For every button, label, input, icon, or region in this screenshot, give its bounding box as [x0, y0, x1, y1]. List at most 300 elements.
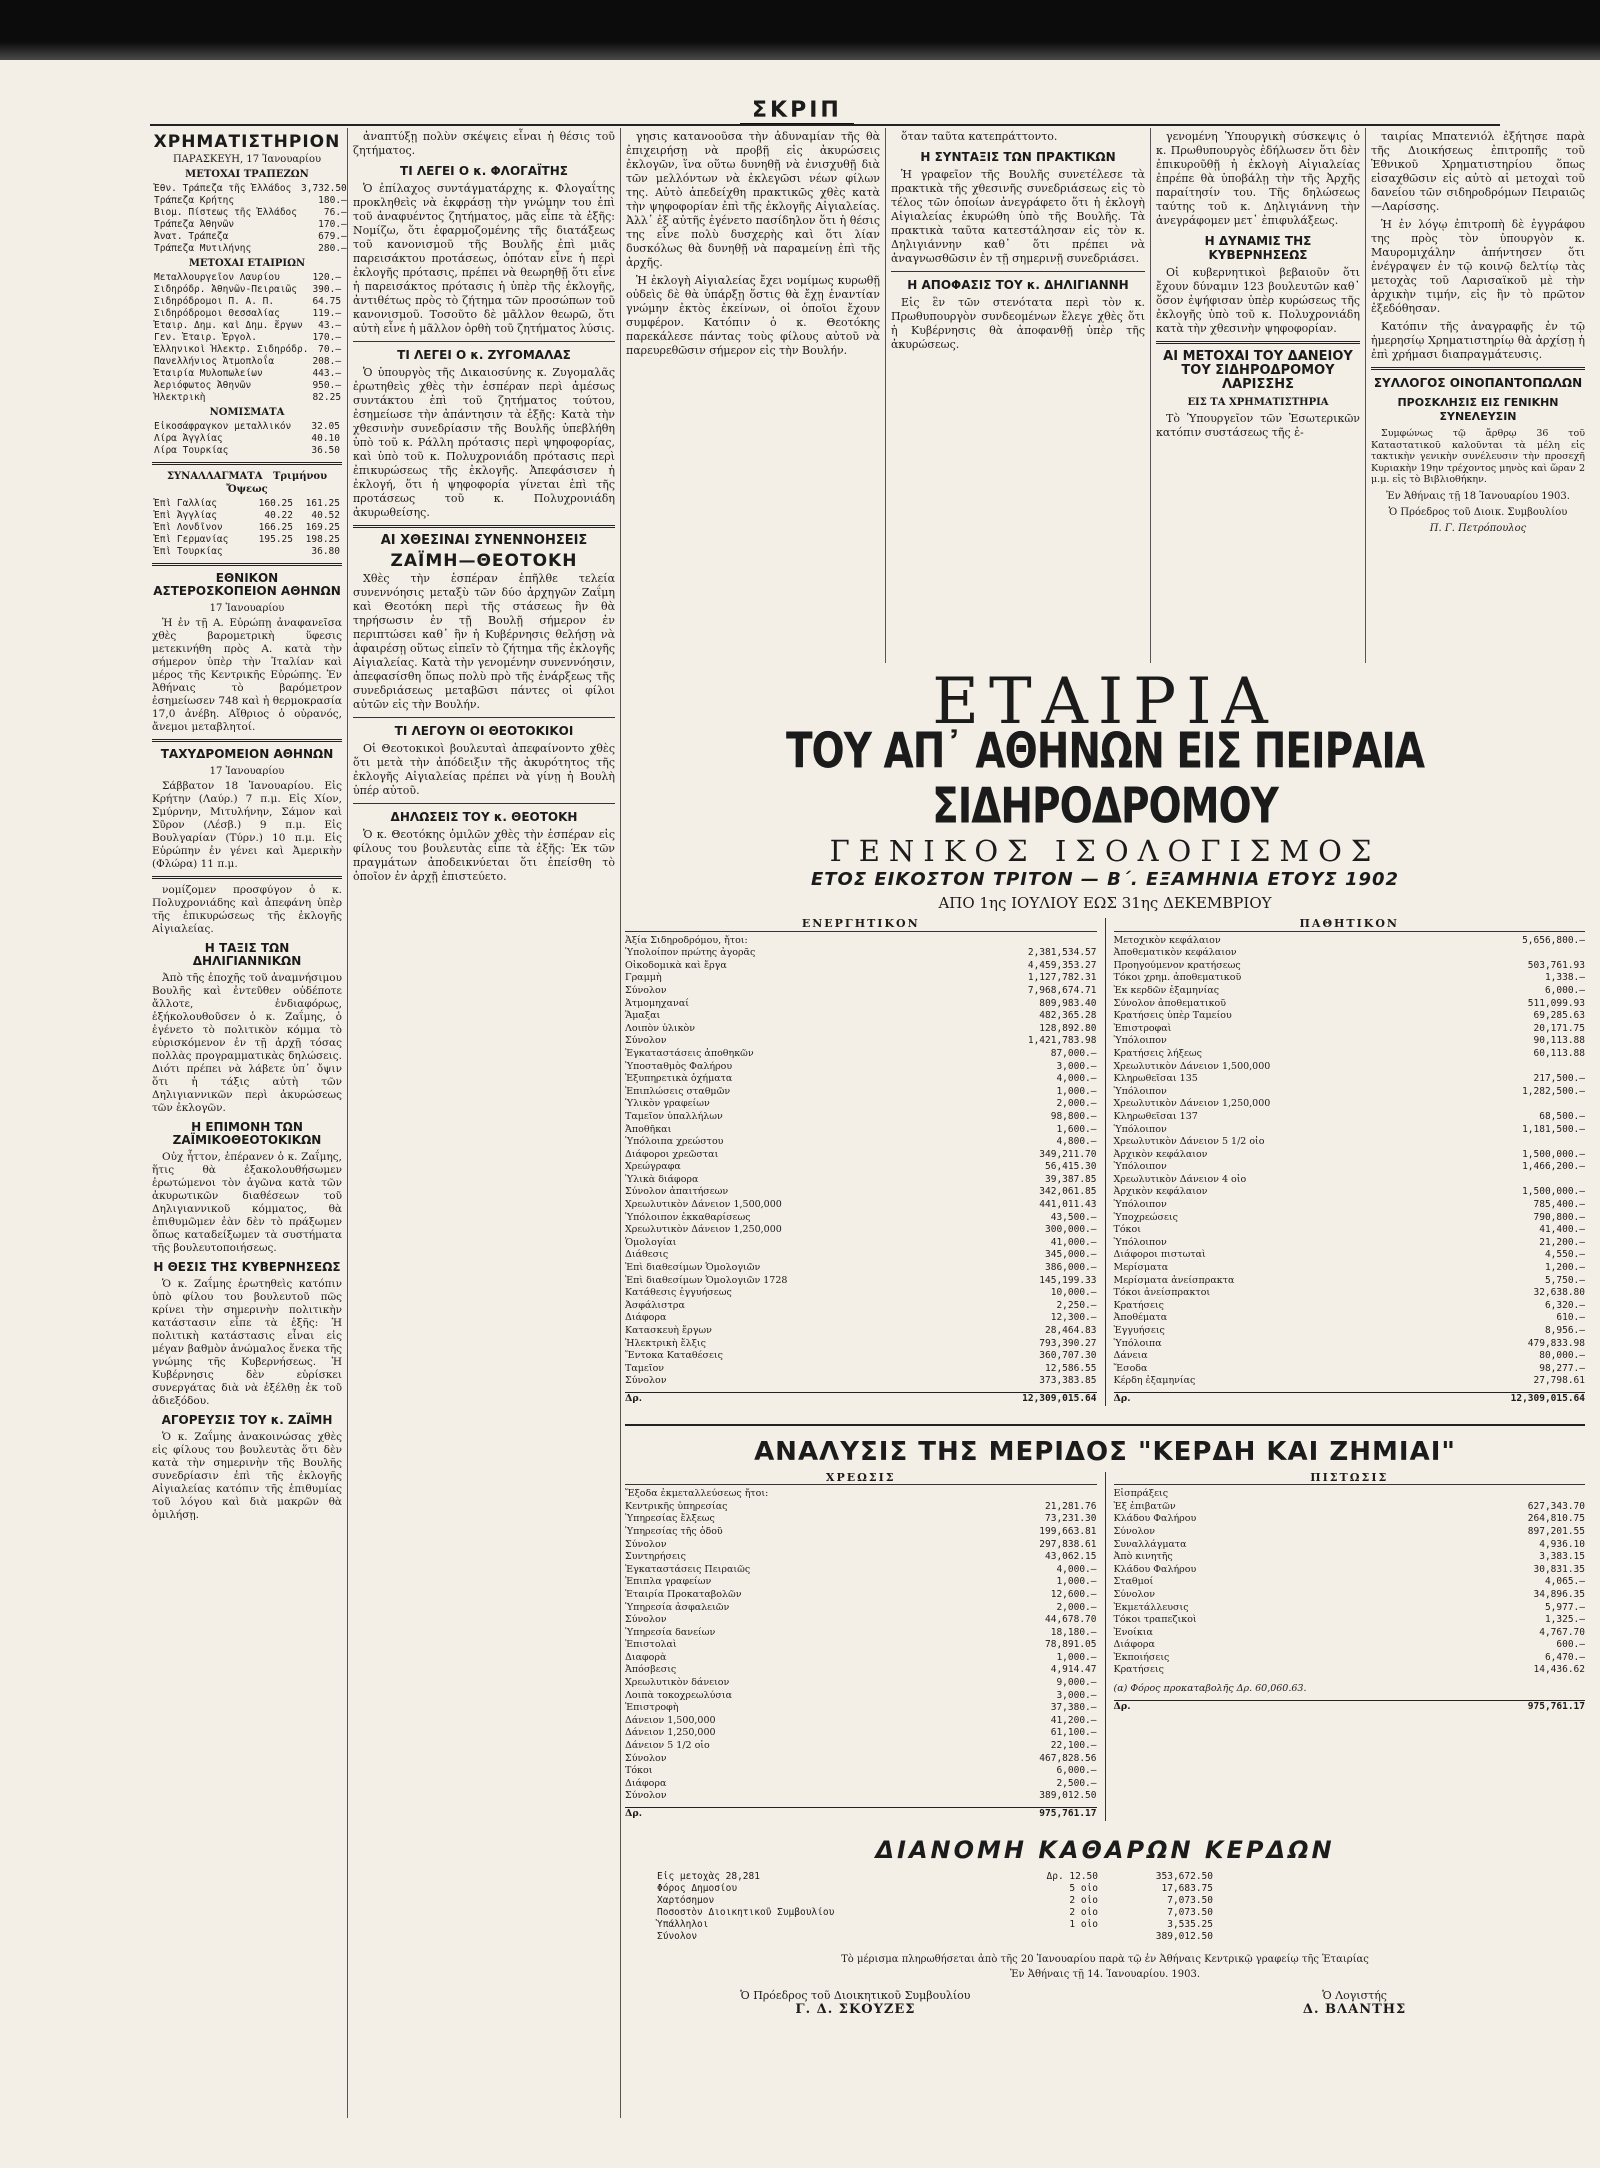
asset-row-amount: 2,250.— [1056, 1299, 1097, 1311]
distribution-row [655, 1919, 1215, 1931]
distribution-row [655, 1871, 1215, 1883]
observatory-title: ΕΘΝΙΚΟΝ ΑΣΤΕΡΟΣΚΟΠΕΙΟΝ ΑΘΗΝΩΝ [153, 571, 341, 598]
asset-row [625, 985, 1097, 998]
epimoni-text: Οὐχ ἧττον, ἐπέρανεν ὁ κ. Ζαΐμης, ἥτις θὰ ἐξακολουθήσωμεν ἐρωτώμενοι τὸν ἀγῶνα κατὰ τῶν ἀκυρωτικῶν διαθέσεων τοῦ Δηλιγιαννικοῦ κόμματος, θὰ ἐπιθυμῶμεν ἐὰν δὲν τὸ πράξωμεν ὅπως καταδείξωμεν τὰ συστήματα τῆς βουλευτοποιήσεως. [152, 1151, 342, 1254]
page-number: ΣΚΡΙΠ [740, 98, 854, 126]
liability-row-amount: 21,200.— [1539, 1236, 1585, 1248]
liability-row [1114, 1161, 1586, 1174]
debit-row [625, 1664, 1097, 1677]
liability-row [1114, 1124, 1586, 1137]
liability-row-label: Ἔσοδα [1113, 1362, 1148, 1374]
bank-row-cell: 180.— [318, 195, 347, 206]
distribution-row-cell: 2 οἰο [1069, 1894, 1098, 1906]
asset-row [625, 1350, 1097, 1363]
distribution-row-cell: Δρ. 12.50 [1046, 1870, 1098, 1882]
liability-row-amount: 98,277.— [1539, 1362, 1585, 1374]
asset-row [625, 1186, 1097, 1199]
debit-row [625, 1727, 1097, 1740]
liability-row-label: Κρατήσεις ὑπὲρ Ταμείου [1113, 1010, 1232, 1022]
debit-row [625, 1652, 1097, 1665]
column-rule [620, 128, 621, 2118]
debit-row-label: Συντηρήσεις [625, 1551, 686, 1563]
credit-row [1114, 1602, 1586, 1615]
debit-row-label: Ὑπηρεσία δανείων [625, 1626, 716, 1638]
fx-row-cell: 40.52 [311, 510, 340, 521]
column-rule [347, 128, 348, 2118]
credit-row [1114, 1564, 1586, 1577]
companies-table [152, 272, 343, 404]
credit-row-amount: 627,343.70 [1527, 1500, 1585, 1512]
fx-row [152, 534, 342, 546]
credit-row-amount: 897,201.55 [1527, 1525, 1585, 1537]
liability-row-label: Κληρωθεῖσαι 135 [1113, 1073, 1198, 1085]
asset-row-amount [1091, 935, 1097, 948]
fx-row-cell: Ἐπὶ Τουρκίας [154, 546, 223, 557]
signature-accountant [1124, 1989, 1585, 2017]
company-row [152, 368, 343, 380]
company-row-cell: Σιδηρόδρομοι Θεσσαλίας [154, 308, 280, 319]
credit-row [1114, 1513, 1586, 1526]
fx-row-cell: 195.25 [258, 534, 293, 545]
debit-row-amount: 1,000.— [1056, 1651, 1097, 1663]
liability-row-label: Κρατήσεις [1113, 1299, 1164, 1311]
liability-row-label: Δάνεια [1113, 1350, 1148, 1362]
liability-row-label: Ἐκ κερδῶν ἐξαμηνίας [1113, 984, 1220, 996]
credit-row [1114, 1488, 1586, 1501]
liability-row-amount: 1,282,500.— [1522, 1085, 1585, 1097]
debit-row [625, 1501, 1097, 1514]
asset-row-label: Χρεωλυτικὸν Δάνειον 1,500,000 [625, 1199, 782, 1211]
wine-assoc-date: Ἐν Ἀθήναις τῇ 18 Ἰανουαρίου 1903. [1386, 490, 1570, 502]
debit-row [625, 1790, 1097, 1803]
asset-row [625, 1136, 1097, 1149]
asset-row [625, 1073, 1097, 1086]
bank-row-cell: 3,732.50 [301, 183, 347, 194]
liability-row-label: Ἀποθεματικὸν κεφάλαιον [1113, 947, 1237, 959]
debit-row [625, 1589, 1097, 1602]
col6-text-1: ταιρίας Μπατενιόλ ἐξήτησε παρὰ τῆς Διοικήσεως ἐπιτροπῆς τοῦ Ἐθνικοῦ Χρηματιστηρίου ὅπως εἰσαχθῶσιν εἰς αὐτὸ αἱ μετοχαὶ τοῦ δανείου τῶν σιδηροδρόμων Πειραιῶς—Λαρίσσης. [1371, 130, 1585, 213]
credit-row-amount: 4,936.10 [1539, 1538, 1585, 1550]
bank-row [152, 183, 349, 195]
wine-assoc-sig-name: Π. Γ. Πετρόπουλος [1429, 522, 1527, 534]
debit-row [625, 1539, 1097, 1552]
column-1 [152, 130, 347, 2090]
asset-row-amount: 373,383.85 [1039, 1375, 1097, 1387]
debit-row-amount: 9,000.— [1056, 1677, 1097, 1689]
liability-row-amount: 479,833.98 [1527, 1337, 1585, 1349]
asset-row-label: Ὑλικὰ διάφορα [625, 1173, 699, 1185]
consultations-subtitle: ΖΑΪΜΗ—ΘΕΟΤΟΚΗ [390, 551, 578, 571]
distribution-row-cell: Εἰς μετοχὰς 28,281 [657, 1870, 760, 1882]
liability-row-amount [1579, 1174, 1585, 1187]
liability-row-amount: 8,956.— [1544, 1325, 1585, 1336]
liability-row-label: Ἀρχικὸν κεφάλαιον [1113, 1186, 1208, 1198]
asset-row-amount: 39,387.85 [1045, 1173, 1097, 1185]
liability-row-label: Τόκοι χρημ. ἀποθεματικοῦ [1113, 972, 1242, 984]
bank-row-cell: Τράπεζα Κρήτης [154, 195, 235, 206]
liability-row-amount: 785,400.— [1533, 1199, 1585, 1211]
debit-row-amount: 2,500.— [1056, 1777, 1097, 1789]
credit-row-label: Κλάδου Φαλήρου [1113, 1563, 1197, 1575]
accountant-role: Ὁ Λογιστής [1322, 1988, 1387, 2002]
post-title: ΤΑΧΥΔΡΟΜΕΙΟΝ ΑΘΗΝΩΝ [160, 747, 334, 761]
liability-row-label: Σύνολον ἀποθεματικοῦ [1113, 997, 1227, 1009]
liability-row-amount [1579, 1098, 1585, 1111]
currency-row-cell: Λίρα Τουρκίας [154, 445, 229, 456]
credit-row-amount: 6,470.— [1544, 1651, 1585, 1663]
bank-row [152, 231, 349, 243]
debit-row-amount: 18,180.— [1050, 1626, 1097, 1638]
credit-row-label: Διάφορα [1113, 1639, 1155, 1651]
liability-row-label: Ἐγγυήσεις [1113, 1325, 1165, 1336]
debit-row-amount: 297,838.61 [1039, 1538, 1097, 1550]
asset-row-amount: 809,983.40 [1039, 997, 1097, 1009]
debit-row-amount: 12,600.— [1050, 1588, 1097, 1600]
fx-row [152, 546, 342, 558]
liability-row-amount: 511,099.93 [1527, 997, 1585, 1009]
asset-row-label: Ἀσφάλιστρα [625, 1299, 685, 1311]
credit-total-row [1114, 1700, 1586, 1714]
fx-row-cell: 160.25 [258, 498, 293, 509]
liability-row-amount: 4,550.— [1544, 1249, 1585, 1261]
col5-text-1: γενομένη Ὑπουργικὴ σύσκεψις ὁ κ. Πρωθυπουργὸς ἐδήλωσεν ὅτι δὲν ἐπικυροῦθῇ ἡ ἐκλογὴ Αἰγιαλείας ἐπρέπε θὰ ὑποβάλῃ τὴν τῆς Ἀρχῆς παραίτησίν του. Τῆς δηλώσεως ταύτης τοῦ κ. Δηλιγιάννη τὴν ἀνεγράφομεν μετ᾿ ἐπιφυλάξεως. [1156, 130, 1360, 227]
company-row-cell: 119.— [312, 308, 342, 319]
company-row-cell: Ἑλληνικοὶ Ἠλεκτρ. Σιδηρόδρ. [154, 344, 309, 355]
liability-row [1114, 1035, 1586, 1048]
asset-row [625, 1174, 1097, 1187]
asset-row [625, 1212, 1097, 1225]
asset-row-amount: 482,365.28 [1039, 1010, 1097, 1022]
asset-row [625, 1249, 1097, 1262]
asset-row [625, 1111, 1097, 1124]
debit-total-row [625, 1807, 1097, 1821]
company-row [152, 320, 343, 332]
asset-row [625, 998, 1097, 1011]
debit-row-amount: 43,062.15 [1045, 1551, 1097, 1563]
asset-row-amount: 43,500.— [1050, 1211, 1097, 1223]
politics-text: Ἀπὸ τῆς ἐποχῆς τοῦ ἀναμνήσιμου Βουλῆς καὶ ἐντεῦθεν οὐδέποτε ἄλλοτε, ἐνδιαφόρως, ἐξήκολουθοῦσεν ὁ κ. Ζαΐμης, ὁ ἐγένετο τὸ πολιτικὸν κόμμα τὸ εὑρισκόμενον ἐν τῇ ἀρχῇ τόσας πολλὰς προγραμματικὰς δηλώσεις. Διότι πρέπει νὰ λάβετε ὑπ᾿ ὄψιν ὅτι ἡ τάξις αὐτὴ τῶν Δηλιγιαννικῶν περὶ ἀκυρώσεως τῶν ἐκλογῶν. [152, 972, 342, 1114]
asset-row [625, 1300, 1097, 1313]
credit-row-amount: 14,436.62 [1533, 1664, 1585, 1676]
fx-row-cell: 166.25 [258, 522, 293, 533]
assets-total-label: Δρ. [625, 1392, 642, 1404]
debit-row-label: Ὑπηρεσίας ἔλξεως [625, 1513, 715, 1525]
debit-row [625, 1564, 1097, 1577]
liability-row [1114, 1224, 1586, 1237]
asset-row-amount: 10,000.— [1050, 1287, 1097, 1299]
balance-columns [625, 918, 1585, 1406]
company-row [152, 308, 343, 320]
assets-total-row [625, 1392, 1097, 1406]
bank-row [152, 243, 349, 255]
asset-row-amount: 4,459,353.27 [1027, 959, 1097, 971]
liability-row-amount: 610.— [1556, 1312, 1585, 1324]
theotokis-statement-text: Ὁ κ. Θεοτόκης ὁμιλῶν χθὲς τὴν ἑσπέραν εἰς φίλους του βουλευτὰς εἶπε τὰ ἑξῆς: Ἐκ τῶν πραγμάτων ἀποδεικνύεται ὅτι ἐπείσθη τὸ ὁποῖον ἐν ἀρχῇ ἐπιστεύετο. [353, 828, 615, 883]
fx-row-cell: Ἐπὶ Γαλλίας [154, 498, 217, 509]
debit-row-amount: 4,914.47 [1050, 1664, 1097, 1676]
debit-row-label: Ἀπόσβεσις [625, 1664, 677, 1676]
asset-row-amount: 98,800.— [1050, 1110, 1097, 1122]
bank-row-cell: 280.— [318, 243, 347, 254]
asset-row-label: Κατασκευὴ ἔργων [625, 1325, 712, 1336]
asset-row-amount: 28,464.83 [1045, 1325, 1097, 1336]
post-text: Σάββατον 18 Ἰανουαρίου. Εἰς Κρήτην (Λαύρ.) 7 π.μ. Εἰς Χίον, Σμύρνην, Μιτυλήνην, Σάμον καὶ Σῦρον (Λέσβ.) 9 π.μ. Εἰς Βουλγαρίαν (Τύρν.) 10 π.μ. Εἰς Εὐρώπην ἐν γένει καὶ Ἀμερικὴν (Φλώρα) 11 π.μ. [152, 780, 342, 870]
asset-row-label: Ὑπόλοιπα χρεώστου [625, 1136, 724, 1148]
gov-title: Η ΘΕΣΙΣ ΤΗΣ ΚΥΒΕΡΝΗΣΕΩΣ [153, 1260, 341, 1274]
debit-row-label: Ἐπιπλα γραφείων [625, 1576, 712, 1588]
credit-row-label: Ἐκποιήσεις [1113, 1651, 1170, 1663]
gov-strength-title: Η ΔΥΝΑΜΙΣ ΤΗΣ ΚΥΒΕΡΝΗΣΕΩΣ [1204, 234, 1312, 262]
bank-row [152, 219, 349, 231]
distribution-row-cell: 3,535.25 [1167, 1918, 1213, 1930]
distribution-row-cell: Χαρτόσημον [657, 1894, 715, 1906]
consultations-text: Χθὲς τὴν ἑσπέραν ἐπῆλθε τελεία συνεννόησις μεταξὺ τῶν δύο ἀρχηγῶν Ζαΐμη καὶ Θεοτόκη περὶ τῆς στάσεως ἣν θὰ τηρήσωσιν ἐν τῇ Βουλῇ σήμερον ἐν περιπτώσει καθ᾿ ἣν ἡ Κυβέρνησις θελήσῃ νὰ ἀφαιρέσῃ οὕτως εἰπεῖν τὸ ζήτημα τῆς ἐκλογῆς Αἰγιαλείας. Κατὰ τὴν γενομένην συνεννόησιν, ἀπεφασίσθη ὅπως πολὺ πρὸ τῆς ἐνάρξεως τῆς συνεδριάσεως μεταβῶσι πάντες οἱ φίλοι αὐτῶν εἰς τὴν Βουλήν. [353, 572, 615, 711]
liability-row-amount: 1,466,200.— [1522, 1161, 1585, 1173]
currency-row-cell: Λίρα Ἀγγλίας [154, 433, 223, 444]
bank-row-cell: Ἐθν. Τράπεζα τῆς Ἑλλάδος [154, 183, 292, 194]
politics-title: Η ΤΑΞΙΣ ΤΩΝ ΔΗΛΙΓΙΑΝΝΙΚΩΝ [192, 941, 302, 968]
liability-row-label: Ὑπόλοιπον [1113, 1199, 1167, 1211]
currency-row-cell: Εἰκοσάφραγκον μεταλλικόν [154, 421, 292, 432]
liability-row [1114, 1061, 1586, 1074]
liability-row-amount [1579, 947, 1585, 960]
asset-row-amount: 360,707.30 [1039, 1350, 1097, 1362]
liability-row-amount: 5,750.— [1544, 1274, 1585, 1286]
liability-row [1114, 972, 1586, 985]
asset-row [625, 1023, 1097, 1036]
liability-row [1114, 1312, 1586, 1325]
asset-row-amount: 300,000.— [1045, 1224, 1097, 1236]
wine-assoc-title: ΣΥΛΛΟΓΟΣ ΟΙΝΟΠΑΝΤΟΠΩΛΩΝ [1373, 376, 1583, 390]
asset-row-amount: 345,000.— [1045, 1249, 1097, 1261]
asset-row-label: Ὑλικὸν γραφείων [625, 1098, 710, 1110]
observatory-text: Ἡ ἐν τῇ Α. Εὐρώπῃ ἀναφανεῖσα χθὲς βαρομετρικὴ ὕφεσις μετεκινήθη πρὸς Α. κατὰ τὴν σήμερον ὑπὲρ τὴν Ἰταλίαν καὶ μέρος τῆς Κεντρικῆς Εὐρώπης. Ἐν Ἀθήναις τὸ βαρόμετρον ἐσημείωσεν 748 καὶ ἡ θερμοκρασία 17,0 ἀνέβη. Αἴθριος ὁ οὐρανός, ἄνεμοι μεταβλητοί. [152, 617, 342, 733]
liability-row-amount: 69,285.63 [1533, 1010, 1585, 1022]
asset-row [625, 1312, 1097, 1325]
credit-row-amount [1579, 1488, 1585, 1501]
theotokikoi-title: ΤΙ ΛΕΓΟΥΝ ΟΙ ΘΕΟΤΟΚΙΚΟΙ [394, 724, 574, 738]
politics-intro: νομίζομεν προσφύγον ὁ κ. Πολυχρονιάδης καὶ ἀπεφάνη ὑπὲρ τῆς ἐπικυρώσεως τῆς ἐκλογῆς Αἰγιαλείας. [152, 884, 342, 935]
asset-row-label: Ἀποθῆκαι [625, 1123, 672, 1135]
liability-row [1114, 1010, 1586, 1023]
debit-row-amount: 2,000.— [1056, 1601, 1097, 1613]
asset-row-amount: 4,800.— [1056, 1136, 1097, 1148]
asset-row-amount: 12,300.— [1050, 1312, 1097, 1324]
credit-row-label: Σύνολον [1113, 1588, 1156, 1600]
column-rule [1150, 128, 1151, 663]
liability-row-amount [1579, 1061, 1585, 1074]
column-4 [891, 130, 1145, 660]
company-row [152, 284, 343, 296]
debit-row-label: Ἐγκαταστάσεις Πειραιῶς [625, 1563, 751, 1575]
president-name: Γ. Δ. ΣΚΟΥΖΕΣ [795, 2001, 916, 2017]
asset-row-amount: 1,600.— [1056, 1123, 1097, 1135]
asset-row-label: Ἐπὶ διαθεσίμων Ὁμολογιῶν 1728 [625, 1274, 788, 1286]
post-date: 17 Ἰανουαρίου [209, 766, 285, 777]
debit-row-amount: 73,231.30 [1045, 1513, 1097, 1525]
liability-row-amount: 41,400.— [1539, 1224, 1585, 1236]
company-row [152, 356, 343, 368]
credit-side [1114, 1472, 1586, 1821]
liability-row-amount: 1,338.— [1544, 972, 1585, 984]
fx-row-cell: 169.25 [305, 522, 340, 533]
assets-side [625, 918, 1097, 1406]
debit-row-amount: 37,380.— [1050, 1702, 1097, 1714]
debit-row-amount: 78,891.05 [1045, 1639, 1097, 1651]
signatures [625, 1989, 1585, 2017]
liability-row [1114, 960, 1586, 973]
liability-row [1114, 1136, 1586, 1149]
asset-row-amount: 3,000.— [1056, 1060, 1097, 1072]
liability-row [1114, 1363, 1586, 1376]
liability-row-label: Ὑπόλοιπον [1113, 1085, 1167, 1097]
distribution-row-cell: Ὑπάλληλοι [657, 1918, 709, 1930]
asset-row [625, 1086, 1097, 1099]
credit-row-label: Σταθμοί [1113, 1576, 1154, 1588]
exchange-date: ΠΑΡΑΣΚΕΥΗ, 17 Ἰανουαρίου [172, 154, 322, 165]
bank-row [152, 195, 349, 207]
distribution-row-cell: 2 οἰο [1069, 1906, 1098, 1918]
debit-row [625, 1627, 1097, 1640]
debit-row-label: Ἐπιστολαὶ [625, 1639, 677, 1651]
credit-note: (α) Φόρος προκαταβολῆς Δρ. 60,060.63. [1113, 1683, 1307, 1695]
liability-row [1114, 1338, 1586, 1351]
credit-row-label: Ἀπὸ κινητῆς [1113, 1551, 1173, 1563]
debit-row-label: Ὑπηρεσίας τῆς ὁδοῦ [625, 1525, 723, 1537]
asset-row [625, 1363, 1097, 1376]
asset-row-amount: 7,968,674.71 [1027, 984, 1097, 996]
credit-row-amount: 1,325.— [1544, 1614, 1585, 1626]
zygomalas-title: ΤΙ ΛΕΓΕΙ Ο κ. ΖΥΓΟΜΑΛΑΣ [397, 348, 571, 362]
liability-row-amount: 1,500,000.— [1522, 1186, 1585, 1198]
asset-row-amount: 12,586.55 [1045, 1362, 1097, 1374]
dark-page-edge [0, 0, 1600, 60]
distribution-title: ΔΙΑΝΟΜΗ ΚΑΘΑΡΩΝ ΚΕΡΔΩΝ [875, 1835, 1335, 1864]
asset-row [625, 1098, 1097, 1111]
company-row-cell: 443.— [312, 368, 342, 379]
bank-row-cell: Βιομ. Πίστεως τῆς Ἑλλάδος [154, 207, 297, 218]
liability-row [1114, 1048, 1586, 1061]
distribution-row-cell: 7,073.50 [1167, 1894, 1213, 1906]
asset-row-label: Ὁμολογίαι [625, 1236, 677, 1248]
company-row [152, 344, 343, 356]
asset-row-label: Ἔντοκα Καταθέσεις [625, 1350, 723, 1362]
asset-row-label: Ταμεῖον [625, 1362, 665, 1374]
debit-row [625, 1488, 1097, 1501]
asset-row [625, 1061, 1097, 1074]
liability-row [1114, 1275, 1586, 1288]
fx-row-cell: 40.22 [264, 510, 293, 521]
asset-row-label: Σύνολον ἀπαιτήσεων [625, 1186, 729, 1198]
credit-row-amount: 4,065.— [1544, 1576, 1585, 1588]
credit-row-label: Εἰσπράξεις [1113, 1488, 1169, 1500]
distribution-row-cell: Σύνολον [657, 1930, 698, 1942]
distribution-row-cell: 353,672.50 [1155, 1870, 1213, 1882]
liabilities-title: ΠΑΘΗΤΙΚΟΝ [1114, 918, 1586, 932]
fx-columns: Τριμήνου Ὄψεως [226, 471, 328, 495]
debit-row-label: Τόκοι [625, 1765, 653, 1777]
credit-row [1114, 1589, 1586, 1602]
credit-row [1114, 1526, 1586, 1539]
top-rule [150, 124, 1500, 126]
asset-row-label: Ἠλεκτρικὴ ἔλξις [625, 1337, 706, 1349]
balance-sheet [625, 665, 1585, 2088]
column-6 [1371, 130, 1585, 660]
asset-row [625, 1161, 1097, 1174]
company-row-cell: Σιδηρόδρ. Ἀθηνῶν-Πειραιῶς [154, 284, 297, 295]
fx-row-cell: Ἐπὶ Ἀγγλίας [154, 510, 217, 521]
asset-row [625, 1010, 1097, 1023]
asset-row-amount: 342,061.85 [1039, 1186, 1097, 1198]
debit-row-amount: 44,678.70 [1045, 1614, 1097, 1626]
credit-row-amount: 4,767.70 [1539, 1626, 1585, 1638]
asset-row [625, 1375, 1097, 1388]
company-row [152, 332, 343, 344]
liability-row-amount: 90,113.88 [1533, 1035, 1585, 1047]
company-row [152, 392, 343, 404]
credit-row [1114, 1627, 1586, 1640]
distribution-row-cell: 1 οἰο [1069, 1918, 1098, 1930]
asset-row [625, 1237, 1097, 1250]
debit-row [625, 1715, 1097, 1728]
liability-row-amount: 6,000.— [1544, 984, 1585, 996]
liabilities-total: 12,309,015.64 [1510, 1392, 1585, 1404]
bank-row-cell: 76.— [323, 207, 347, 218]
debit-row-amount: 467,828.56 [1039, 1752, 1097, 1764]
debit-row-label: Χρεωλυτικὸν δάνειον [625, 1677, 730, 1689]
liabilities-total-row [1114, 1392, 1586, 1406]
debit-row [625, 1602, 1097, 1615]
debit-row [625, 1778, 1097, 1791]
debit-row-amount: 3,000.— [1056, 1689, 1097, 1701]
debit-row-amount: 61,100.— [1050, 1727, 1097, 1739]
fx-table [152, 498, 342, 558]
company-row-cell: Ἀεριόφωτος Ἀθηνῶν [154, 380, 252, 391]
debit-row [625, 1702, 1097, 1715]
liability-row-amount: 80,000.— [1539, 1350, 1585, 1362]
asset-row [625, 1035, 1097, 1048]
liabilities-side [1114, 918, 1586, 1406]
liability-row-label: Προηγούμενον κρατήσεως [1113, 959, 1241, 971]
asset-row-amount: 56,415.30 [1045, 1161, 1097, 1173]
asset-row-label: Ἀτμομηχαναί [625, 997, 689, 1009]
company-row-cell: 70.— [318, 344, 342, 355]
liability-row-label: Χρεωλυτικὸν Δάνειον 1,250,000 [1113, 1098, 1271, 1110]
credit-row-label: Κλάδου Φαλήρου [1113, 1513, 1197, 1525]
place-date: Ἐν Ἀθήναις τῇ 14. Ἰανουαρίου. 1903. [1009, 1968, 1201, 1980]
credit-row [1114, 1614, 1586, 1627]
asset-row-label: Σύνολον [625, 984, 667, 996]
company-row-cell: Ἑταιρ. Δημ. καὶ Δημ. ἔργων [154, 320, 303, 331]
flogaitis-title: ΤΙ ΛΕΓΕΙ Ο κ. ΦΛΟΓΑΪΤΗΣ [400, 164, 568, 178]
liability-row-amount: 503,761.93 [1527, 959, 1585, 971]
debit-row [625, 1740, 1097, 1753]
col2-intro: ἀναπτύξῃ πολὺν σκέψεις εἶναι ἡ θέσις τοῦ ζητήματος. [353, 130, 615, 157]
observatory-date: 17 Ἰανουαρίου [209, 603, 285, 614]
credit-row-amount: 3,383.15 [1539, 1551, 1585, 1563]
asset-row-label: Οἰκοδομικὰ καὶ ἔργα [625, 959, 727, 971]
liability-row [1114, 1086, 1586, 1099]
asset-row-label: Λοιπὸν ὑλικὸν [625, 1022, 696, 1034]
asset-row-label: Χρεώγραφα [625, 1161, 681, 1173]
fx-row [152, 510, 342, 522]
debit-row-label: Ὑπηρεσία ἀσφαλειῶν [625, 1601, 730, 1613]
pl-columns [625, 1472, 1585, 1821]
liability-row [1114, 1186, 1586, 1199]
company-row-cell: Ἠλεκτρικὴ [154, 392, 206, 403]
company-row-cell: 82.25 [312, 392, 342, 403]
liability-row-amount: 32,638.80 [1533, 1287, 1585, 1299]
